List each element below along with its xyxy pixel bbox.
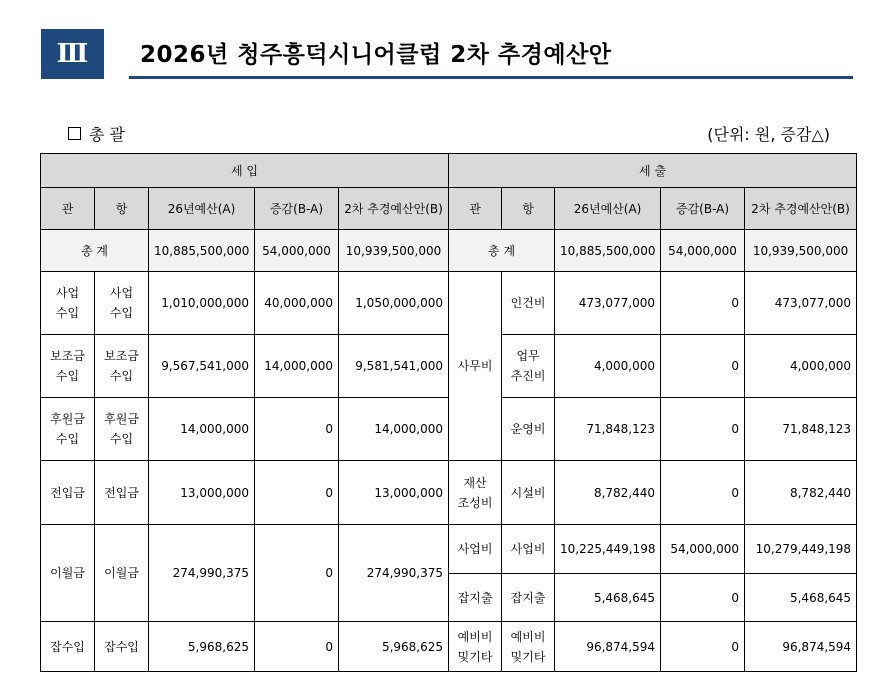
expense-budget-b: 4,000,000 bbox=[745, 335, 857, 398]
expense-total-label: 총 계 bbox=[449, 230, 555, 272]
expense-hang: 인건비 bbox=[502, 272, 555, 335]
expense-budget-a: 473,077,000 bbox=[555, 272, 661, 335]
income-budget-b: 14,000,000 bbox=[339, 398, 449, 461]
title-underline bbox=[129, 76, 853, 79]
income-total-b: 10,939,500,000 bbox=[339, 230, 449, 272]
expense-gwan: 사업비 bbox=[449, 525, 502, 574]
expense-change: 0 bbox=[661, 272, 745, 335]
expense-change: 0 bbox=[661, 574, 745, 622]
expense-hang: 사업비 bbox=[502, 525, 555, 574]
expense-change: 0 bbox=[661, 622, 745, 672]
income-col-gwan: 관 bbox=[41, 188, 95, 230]
income-col-change: 증감(B-A) bbox=[255, 188, 339, 230]
income-budget-b: 1,050,000,000 bbox=[339, 272, 449, 335]
expense-change: 0 bbox=[661, 398, 745, 461]
expense-budget-a: 4,000,000 bbox=[555, 335, 661, 398]
expense-hang: 예비비 및기타 bbox=[502, 622, 555, 672]
income-budget-a: 9,567,541,000 bbox=[149, 335, 255, 398]
expense-gwan: 재산 조성비 bbox=[449, 461, 502, 525]
expense-hang: 운영비 bbox=[502, 398, 555, 461]
income-budget-b: 9,581,541,000 bbox=[339, 335, 449, 398]
table-row bbox=[41, 461, 857, 525]
income-change: 0 bbox=[255, 525, 339, 622]
income-hang: 잡수입 bbox=[95, 622, 149, 672]
expense-change: 0 bbox=[661, 335, 745, 398]
expense-change: 54,000,000 bbox=[661, 525, 745, 574]
income-budget-a: 5,968,625 bbox=[149, 622, 255, 672]
unit-note: (단위: 원, 증감△) bbox=[707, 125, 830, 144]
expense-gwan: 예비비 및기타 bbox=[449, 622, 502, 672]
income-budget-a: 13,000,000 bbox=[149, 461, 255, 525]
income-total-label: 총 계 bbox=[41, 230, 149, 272]
expense-budget-b: 71,848,123 bbox=[745, 398, 857, 461]
expense-header: 세 출 bbox=[449, 154, 857, 188]
expense-budget-b: 473,077,000 bbox=[745, 272, 857, 335]
income-total-a: 10,885,500,000 bbox=[149, 230, 255, 272]
expense-total-change: 54,000,000 bbox=[661, 230, 745, 272]
section-number-badge: Ⅲ bbox=[41, 29, 104, 79]
expense-col-change: 증감(B-A) bbox=[661, 188, 745, 230]
expense-budget-a: 5,468,645 bbox=[555, 574, 661, 622]
expense-budget-b: 10,279,449,198 bbox=[745, 525, 857, 574]
checkbox-square-icon bbox=[68, 127, 81, 140]
page-title: 2026년 청주흥덕시니어클럽 2차 추경예산안 bbox=[140, 42, 612, 68]
expense-col-budget-b: 2차 추경예산안(B) bbox=[745, 188, 857, 230]
section-label-text: 총 괄 bbox=[89, 125, 125, 144]
income-total-change: 54,000,000 bbox=[255, 230, 339, 272]
income-budget-b: 13,000,000 bbox=[339, 461, 449, 525]
income-hang: 전입금 bbox=[95, 461, 149, 525]
expense-budget-b: 96,874,594 bbox=[745, 622, 857, 672]
expense-gwan: 사무비 bbox=[449, 272, 502, 461]
section-label bbox=[68, 122, 125, 145]
expense-col-hang: 항 bbox=[502, 188, 555, 230]
income-col-budget-a: 26년예산(A) bbox=[149, 188, 255, 230]
income-change: 40,000,000 bbox=[255, 272, 339, 335]
expense-budget-a: 10,225,449,198 bbox=[555, 525, 661, 574]
expense-gwan: 잡지출 bbox=[449, 574, 502, 622]
expense-budget-b: 8,782,440 bbox=[745, 461, 857, 525]
income-budget-a: 274,990,375 bbox=[149, 525, 255, 622]
table-row bbox=[41, 622, 857, 672]
expense-total-a: 10,885,500,000 bbox=[555, 230, 661, 272]
income-budget-a: 14,000,000 bbox=[149, 398, 255, 461]
expense-col-gwan: 관 bbox=[449, 188, 502, 230]
income-change: 14,000,000 bbox=[255, 335, 339, 398]
income-budget-a: 1,010,000,000 bbox=[149, 272, 255, 335]
expense-hang: 업무 추진비 bbox=[502, 335, 555, 398]
budget-summary-table bbox=[40, 153, 857, 672]
expense-budget-b: 5,468,645 bbox=[745, 574, 857, 622]
income-hang: 이월금 bbox=[95, 525, 149, 622]
expense-hang: 시설비 bbox=[502, 461, 555, 525]
expense-budget-a: 96,874,594 bbox=[555, 622, 661, 672]
income-gwan: 이월금 bbox=[41, 525, 95, 622]
income-gwan: 전입금 bbox=[41, 461, 95, 525]
expense-budget-a: 8,782,440 bbox=[555, 461, 661, 525]
expense-budget-a: 71,848,123 bbox=[555, 398, 661, 461]
income-gwan: 보조금 수입 bbox=[41, 335, 95, 398]
expense-hang: 잡지출 bbox=[502, 574, 555, 622]
income-hang: 후원금 수입 bbox=[95, 398, 149, 461]
expense-col-budget-a: 26년예산(A) bbox=[555, 188, 661, 230]
income-col-hang: 항 bbox=[95, 188, 149, 230]
income-col-budget-b: 2차 추경예산안(B) bbox=[339, 188, 449, 230]
income-gwan: 잡수입 bbox=[41, 622, 95, 672]
table-row bbox=[41, 525, 857, 574]
expense-change: 0 bbox=[661, 461, 745, 525]
income-budget-b: 274,990,375 bbox=[339, 525, 449, 622]
income-gwan: 사업 수입 bbox=[41, 272, 95, 335]
expense-total-b: 10,939,500,000 bbox=[745, 230, 857, 272]
table-row bbox=[41, 272, 857, 335]
income-header: 세 입 bbox=[41, 154, 449, 188]
income-hang: 사업 수입 bbox=[95, 272, 149, 335]
income-hang: 보조금 수입 bbox=[95, 335, 149, 398]
income-change: 0 bbox=[255, 461, 339, 525]
income-budget-b: 5,968,625 bbox=[339, 622, 449, 672]
income-gwan: 후원금 수입 bbox=[41, 398, 95, 461]
income-change: 0 bbox=[255, 622, 339, 672]
income-change: 0 bbox=[255, 398, 339, 461]
